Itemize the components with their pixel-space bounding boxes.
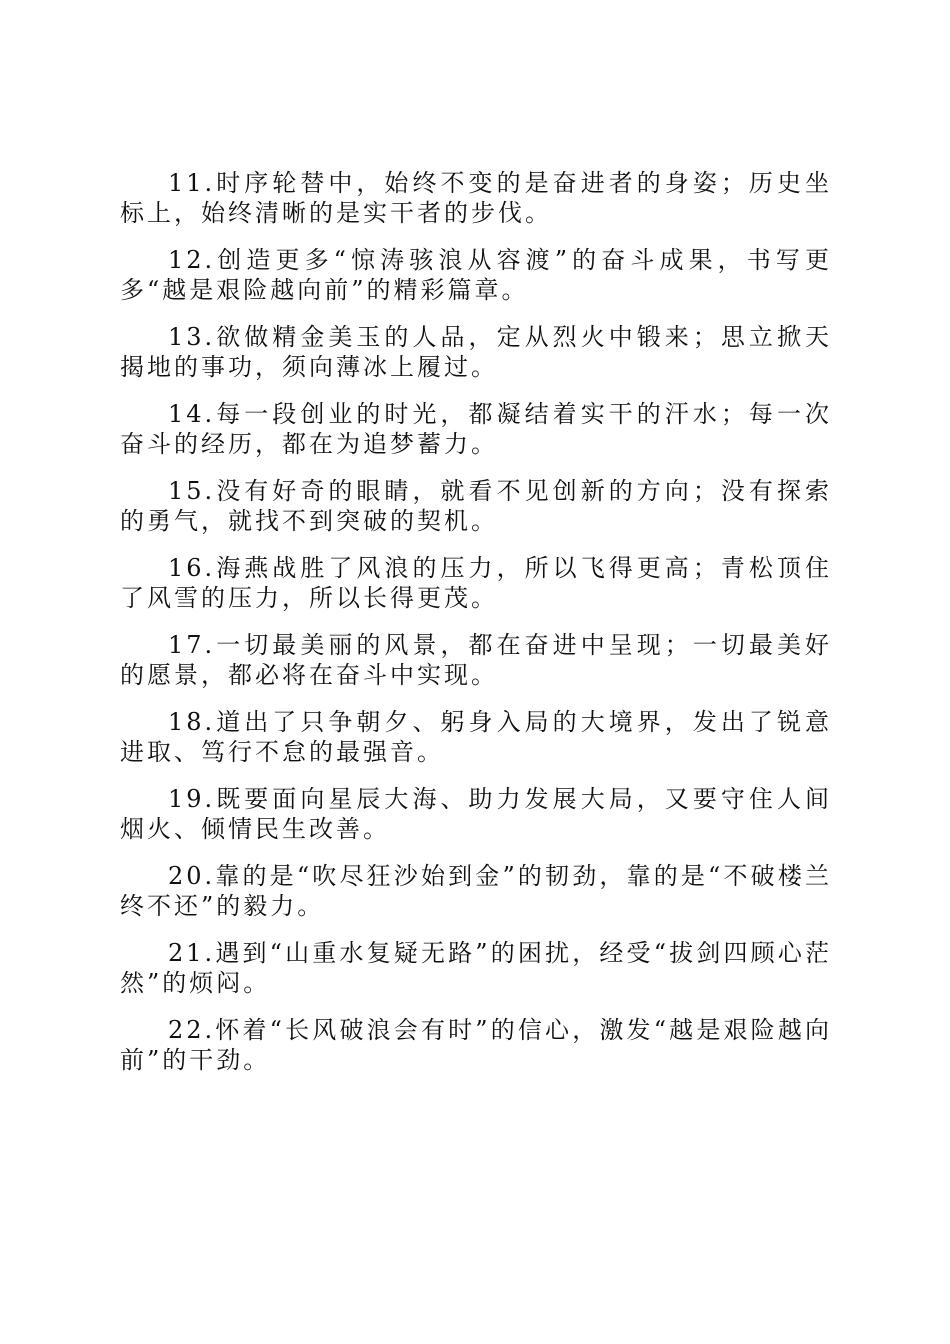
paragraph-19: 19.既要面向星辰大海、助力发展大局，又要守住人间烟火、倾情民生改善。 [120,785,832,843]
paragraph-13: 13.欲做精金美玉的人品，定从烈火中锻来；思立掀天揭地的事功，须向薄冰上履过。 [120,323,832,381]
paragraph-16: 16.海燕战胜了风浪的压力，所以飞得更高；青松顶住了风雪的压力，所以长得更茂。 [120,554,832,612]
paragraph-20: 20.靠的是“吹尽狂沙始到金”的韧劲，靠的是“不破楼兰终不还”的毅力。 [120,862,832,920]
paragraph-15: 15.没有好奇的眼睛，就看不见创新的方向；没有探索的勇气，就找不到突破的契机。 [120,477,832,535]
paragraph-14: 14.每一段创业的时光，都凝结着实干的汗水；每一次奋斗的经历，都在为追梦蓄力。 [120,400,832,458]
document-body [120,168,832,1092]
paragraph-11: 11.时序轮替中，始终不变的是奋进者的身姿；历史坐标上，始终清晰的是实干者的步伐。 [120,169,832,227]
paragraph-21: 21.遇到“山重水复疑无路”的困扰，经受“拔剑四顾心茫然”的烦闷。 [120,939,832,997]
paragraph-22: 22.怀着“长风破浪会有时”的信心，激发“越是艰险越向前”的干劲。 [120,1016,832,1074]
paragraph-17: 17.一切最美丽的风景，都在奋进中呈现；一切最美好的愿景，都必将在奋斗中实现。 [120,631,832,689]
paragraph-12: 12.创造更多“惊涛骇浪从容渡”的奋斗成果，书写更多“越是艰险越向前”的精彩篇章。 [120,246,832,304]
paragraph-18: 18.道出了只争朝夕、躬身入局的大境界，发出了锐意进取、笃行不怠的最强音。 [120,708,832,766]
